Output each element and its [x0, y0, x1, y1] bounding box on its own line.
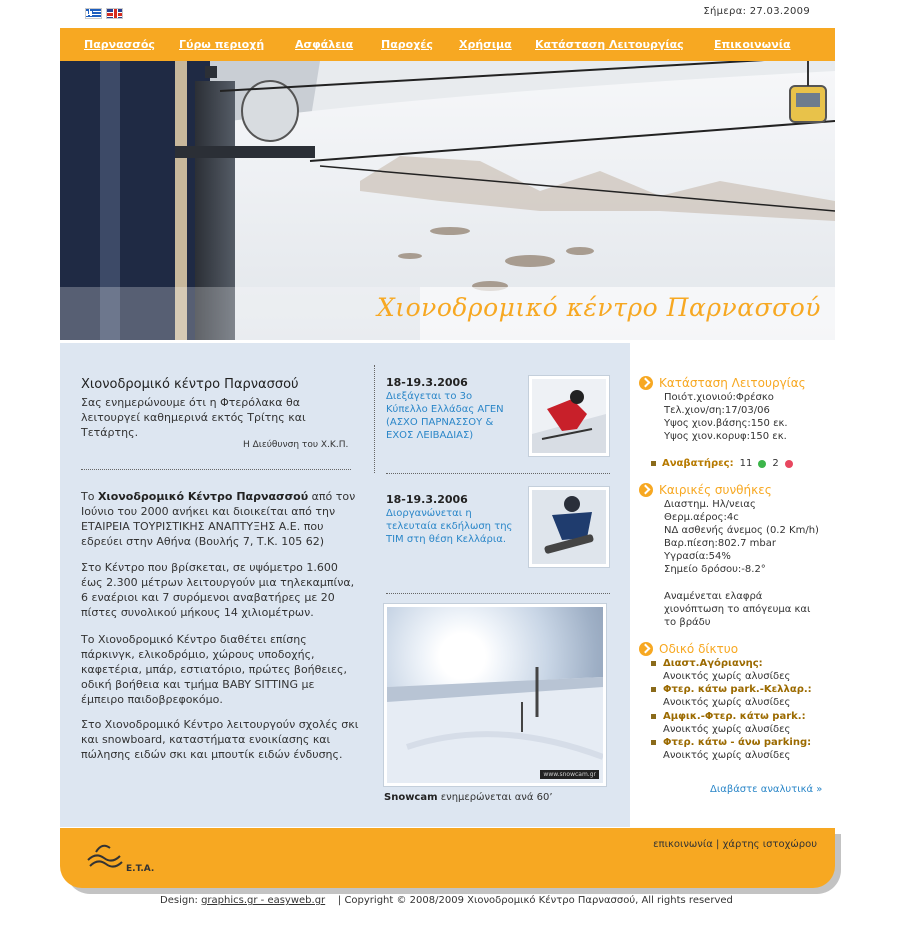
nav-item-facilities[interactable]: Παροχές	[381, 38, 433, 51]
arrow-circle-icon	[639, 642, 653, 656]
status-line: Ποιότ.χιονιού:Φρέσκο	[664, 392, 774, 403]
credits-bar	[160, 895, 733, 906]
bullet-icon	[651, 687, 656, 692]
road-name-text: Φτερ. κάτω - άνω parking:	[663, 737, 812, 748]
lifts-closed-count: 2	[772, 458, 779, 469]
left-panel	[60, 343, 630, 827]
news-thumbnail-skier[interactable]	[529, 376, 609, 456]
weather-line: ΝΔ ασθενής άνεμος (0.2 Km/h)	[664, 525, 819, 536]
road-item	[651, 683, 812, 709]
right-panel	[639, 343, 835, 827]
weather-heading	[639, 483, 772, 497]
about-paragraph-2: Στο Κέντρο που βρίσκεται, σε υψόμετρο 1.600 έως 2.300 μέτρων λειτουργούν μια τηλεκαμπίνα, 6 εναέριοι και 7 συρόμενοι αναβατήρες με 20 πίστες συνολικού μήκους 14 χιλιομέτρων.	[81, 561, 355, 619]
weather-line: Σημείο δρόσου:-8.2°	[664, 564, 766, 575]
road-status: Ανοικτός χωρίς αλυσίδες	[663, 724, 791, 735]
arrow-circle-icon	[639, 376, 653, 390]
eta-logo-icon	[84, 838, 126, 876]
skier-image	[532, 379, 606, 453]
intro-text: Σας ενημερώνουμε ότι η Φτερόλακα θα λειτουργεί καθημερινά εκτός Τρίτης και Τετάρτης.	[81, 396, 306, 439]
road-name	[651, 736, 811, 749]
divider	[386, 593, 610, 594]
greek-flag-icon[interactable]	[85, 8, 102, 19]
weather-line: Διαστημ. Ηλ/νειας	[664, 499, 756, 510]
nav-item-operating-status[interactable]: Κατάσταση Λειτουργίας	[535, 38, 684, 51]
news-link[interactable]: Διοργανώνεται η τελευταία εκδήλωση της ΤΙΜ στη θέση Κελλάρια.	[386, 508, 513, 545]
road-item	[651, 736, 811, 762]
road-name-text: Φτερ. κάτω park.-Κελλαρ.:	[663, 684, 812, 695]
road-status: Ανοικτός χωρίς αλυσίδες	[663, 750, 791, 761]
snowcam-watermark: www.snowcam.gr	[540, 770, 599, 779]
hero-banner	[60, 61, 835, 340]
snowcam-view	[387, 607, 603, 783]
road-item	[651, 710, 806, 736]
status-details	[664, 391, 788, 443]
vertical-divider	[374, 365, 375, 473]
footer-contact-link[interactable]: επικοινωνία	[653, 839, 713, 850]
nav-item-surrounding-area[interactable]: Γύρω περιοχή	[179, 38, 265, 51]
status-line: Υψος χιον.κορυφ:150 εκ.	[664, 431, 787, 442]
news-date: 18-19.3.2006	[386, 493, 468, 506]
footer-separator: |	[712, 839, 723, 850]
weather-line: Θερμ.αέρος:4c	[664, 512, 739, 523]
intro-title: Χιονοδρομικό κέντρο Παρνασσού	[81, 377, 299, 392]
weather-forecast	[664, 590, 810, 629]
nav-item-parnassos[interactable]: Παρνασσός	[84, 38, 155, 51]
design-credit-link[interactable]: graphics.gr - easyweb.gr	[201, 895, 326, 906]
forecast-line: χιονόπτωση το απόγευμα και	[664, 604, 811, 615]
intro-signature: Η Διεύθυνση του Χ.Κ.Π.	[243, 440, 349, 450]
footer	[60, 828, 835, 888]
weather-line: Υγρασία:54%	[664, 551, 731, 562]
snowboarder-image	[532, 490, 606, 564]
divider	[386, 473, 610, 474]
top-bar	[60, 0, 835, 26]
lifts-label: Αναβατήρες:	[662, 458, 734, 469]
current-date: Σήμερα: 27.03.2009	[703, 6, 810, 17]
main-content	[60, 343, 835, 827]
news-link[interactable]: Διεξάγεται το 3ο Κύπελλο Ελλάδας ΑΓΕΝ (ΑΣΧΟ ΠΑΡΝΑΣΣΟΥ & ΕΧΟΣ ΛΕΙΒΑΔΙΑΣ)	[386, 391, 504, 441]
green-dot-icon	[758, 460, 766, 468]
nav-item-contact[interactable]: Επικοινωνία	[714, 38, 791, 51]
lifts-open-count: 11	[739, 458, 753, 469]
arrow-circle-icon	[639, 483, 653, 497]
snowcam-scene	[387, 607, 603, 783]
about-text: Το	[81, 490, 98, 503]
snowcam-image[interactable]	[384, 604, 606, 786]
bullet-icon	[651, 661, 656, 666]
divider	[81, 469, 351, 470]
nav-item-safety[interactable]: Ασφάλεια	[295, 38, 354, 51]
design-label: Design:	[160, 895, 202, 906]
weather-details	[664, 498, 819, 576]
main-nav	[60, 28, 835, 61]
road-name	[651, 683, 812, 696]
about-paragraph-4: Στο Χιονοδρομικό Κέντρο λειτουργούν σχολές σκι και snowboard, καταστήματα ενοικίασης και πώλησης ειδών σκι και μπουτίκ ειδών ένδυσης.	[81, 718, 359, 761]
red-dot-icon	[785, 460, 793, 468]
forecast-line: Αναμένεται ελαφρά	[664, 591, 763, 602]
bullet-icon	[651, 461, 656, 466]
about-highlight: Χιονοδρομικό Κέντρο Παρνασσού	[97, 490, 309, 503]
language-switcher	[85, 8, 123, 19]
about-text: από τον Ιούνιο του 2000 ανήκει και διοικείται από την ΕΤΑΙΡΕΙΑ ΤΟΥΡΙΣΤΙΚΗΣ ΑΝΑΠΤΥΞΗΣ Α.Ε. που εδρεύει στην Αθήνα (Βουλής 7, Τ.Κ. 105 62)	[81, 490, 356, 548]
uk-flag-icon[interactable]	[106, 8, 123, 19]
road-status: Ανοικτός χωρίς αλυσίδες	[663, 671, 791, 682]
forecast-line: το βράδυ	[664, 617, 711, 628]
road-name-text: Αμφικ.-Φτερ. κάτω park.:	[663, 711, 806, 722]
copyright-text: | Copyright © 2008/2009 Χιονοδρομικό Κέντρο Παρνασσού, All rights reserved	[337, 895, 733, 906]
banner-title: Χιονοδρομικό κέντρο Παρνασσού	[376, 293, 821, 322]
status-line: Τελ.χιον/ση:17/03/06	[664, 405, 770, 416]
status-heading	[639, 376, 806, 390]
bullet-icon	[651, 714, 656, 719]
road-item	[651, 657, 790, 683]
road-name	[651, 657, 790, 670]
snowcam-caption-text: ενημερώνεται ανά 60’	[437, 792, 553, 803]
about-paragraph-3: Το Χιονοδρομικό Κέντρο διαθέτει επίσης πάρκινγκ, ελικοδρόμιο, χώρους υποδοχής, καφετέρια, μπάρ, εστιατόριο, πρώτες βοήθειες, οδική βοήθεια και τμήμα BABY SITTING με έμπειρο παιδοβρεφοκόμο.	[81, 633, 347, 706]
read-more-link[interactable]: Διαβάστε αναλυτικά »	[710, 784, 823, 795]
road-name-text: Διαστ.Αγόριανης:	[663, 658, 763, 669]
nav-item-useful[interactable]: Χρήσιμα	[459, 38, 512, 51]
lifts-status	[651, 458, 793, 469]
logo-text: E.T.A.	[126, 864, 155, 874]
weather-title: Καιρικές συνθήκες	[659, 483, 772, 497]
snowcam-label: Snowcam	[384, 792, 438, 803]
road-name	[651, 710, 806, 723]
footer-links	[653, 839, 817, 850]
roads-heading	[639, 642, 738, 656]
snowcam-caption	[384, 792, 553, 803]
about-paragraph-1	[81, 489, 359, 549]
bullet-icon	[651, 740, 656, 745]
weather-line: Βαρ.πίεση:802.7 mbar	[664, 538, 776, 549]
footer-sitemap-link[interactable]: χάρτης ιστοχώρου	[722, 839, 817, 850]
news-date: 18-19.3.2006	[386, 376, 468, 389]
status-title: Κατάσταση Λειτουργίας	[659, 376, 806, 390]
news-thumbnail-snowboarder[interactable]	[529, 487, 609, 567]
status-line: Υψος χιον.βάσης:150 εκ.	[664, 418, 788, 429]
roads-title: Οδικό δίκτυο	[659, 642, 739, 656]
road-status: Ανοικτός χωρίς αλυσίδες	[663, 697, 791, 708]
